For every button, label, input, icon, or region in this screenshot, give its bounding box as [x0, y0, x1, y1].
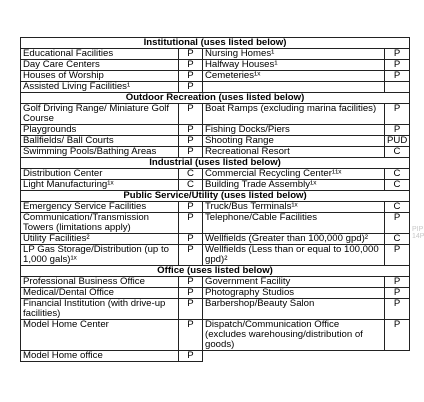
code-cell: P [385, 60, 410, 71]
use-name-cell: Boat Ramps (excluding marina facilities) [203, 104, 385, 125]
code-cell: P [179, 213, 203, 234]
watermark-text: PIP 14P [412, 226, 424, 240]
use-name-cell: Barbershop/Beauty Salon [203, 299, 385, 320]
table-row [21, 320, 410, 351]
code-cell: P [385, 288, 410, 299]
use-name-cell: Telephone/Cable Facilities [203, 213, 385, 234]
table-row [21, 277, 410, 288]
use-name-cell [203, 82, 385, 93]
code-cell: C [179, 180, 203, 191]
section-title: Outdoor Recreation (uses listed below) [21, 93, 410, 104]
section-header-row [21, 158, 410, 169]
use-name-cell: Shooting Range [203, 136, 385, 147]
section-header-row [21, 266, 410, 277]
use-name-cell: Assisted Living Facilities¹ [21, 82, 179, 93]
table-row [21, 136, 410, 147]
section-header-row [21, 191, 410, 202]
code-cell: PUD [385, 136, 410, 147]
use-name-cell: Nursing Homes¹ [203, 49, 385, 60]
code-cell: P [179, 136, 203, 147]
code-cell: C [385, 234, 410, 245]
table-row [21, 49, 410, 60]
code-cell: P [179, 288, 203, 299]
code-cell: P [385, 213, 410, 234]
table-row [21, 299, 410, 320]
code-cell: P [179, 104, 203, 125]
table-row [21, 234, 410, 245]
table-row [21, 351, 410, 362]
use-name-cell: Medical/Dental Office [21, 288, 179, 299]
code-cell: C [179, 169, 203, 180]
use-name-cell: Financial Institution (with drive-up facilities) [21, 299, 179, 320]
code-cell: P [179, 299, 203, 320]
table-row [21, 169, 410, 180]
code-cell: P [179, 147, 203, 158]
section-header-row [21, 38, 410, 49]
code-cell: P [179, 277, 203, 288]
section-title: Institutional (uses listed below) [21, 38, 410, 49]
table-row [21, 202, 410, 213]
code-cell: P [385, 299, 410, 320]
use-name-cell: Halfway Houses¹ [203, 60, 385, 71]
use-name-cell: Communication/Transmission Towers (limitations apply) [21, 213, 179, 234]
table-row [21, 125, 410, 136]
code-cell: P [385, 320, 410, 351]
use-name-cell: Houses of Worship [21, 71, 179, 82]
table-row [21, 60, 410, 71]
empty-cell [203, 351, 410, 362]
use-name-cell: Fishing Docks/Piers [203, 125, 385, 136]
code-cell: C [385, 202, 410, 213]
code-cell: P [385, 71, 410, 82]
code-cell: P [385, 104, 410, 125]
section-title: Office (uses listed below) [21, 266, 410, 277]
use-name-cell: LP Gas Storage/Distribution (up to 1,000 gals)¹ˣ [21, 245, 179, 266]
code-cell: P [179, 71, 203, 82]
use-name-cell: Wellfields (Less than or equal to 100,000 gpd)² [203, 245, 385, 266]
code-cell: P [179, 202, 203, 213]
code-cell [385, 82, 410, 93]
code-cell: P [385, 245, 410, 266]
code-cell: C [385, 147, 410, 158]
table-row [21, 104, 410, 125]
use-name-cell: Professional Business Office [21, 277, 179, 288]
use-name-cell: Ballfields/ Ball Courts [21, 136, 179, 147]
code-cell: P [179, 82, 203, 93]
table-row [21, 213, 410, 234]
table-row [21, 245, 410, 266]
use-name-cell: Swimming Pools/Bathing Areas [21, 147, 179, 158]
use-name-cell: Truck/Bus Terminals¹ˣ [203, 202, 385, 213]
code-cell: P [179, 60, 203, 71]
table-row [21, 180, 410, 191]
code-cell: P [385, 125, 410, 136]
use-name-cell: Playgrounds [21, 125, 179, 136]
code-cell: P [385, 277, 410, 288]
use-name-cell: Emergency Service Facilities [21, 202, 179, 213]
use-name-cell: Cemeteries¹ˣ [203, 71, 385, 82]
use-name-cell: Distribution Center [21, 169, 179, 180]
use-name-cell: Government Facility [203, 277, 385, 288]
use-name-cell: Utility Facilities² [21, 234, 179, 245]
use-name-cell: Golf Driving Range/ Miniature Golf Course [21, 104, 179, 125]
code-cell: P [179, 351, 203, 362]
table-row [21, 147, 410, 158]
use-name-cell: Model Home Center [21, 320, 179, 351]
code-cell: P [179, 49, 203, 60]
table-row [21, 82, 410, 93]
use-name-cell: Wellfields (Greater than 100,000 gpd)² [203, 234, 385, 245]
code-cell: C [385, 180, 410, 191]
code-cell: P [179, 125, 203, 136]
use-name-cell: Model Home office [21, 351, 179, 362]
use-name-cell: Educational Facilities [21, 49, 179, 60]
section-title: Industrial (uses listed below) [21, 158, 410, 169]
section-title: Public Service/Utility (uses listed below) [21, 191, 410, 202]
use-name-cell: Recreational Resort [203, 147, 385, 158]
permitted-uses-table [20, 37, 410, 362]
code-cell: P [179, 234, 203, 245]
code-cell: P [179, 320, 203, 351]
section-header-row [21, 93, 410, 104]
code-cell: P [179, 245, 203, 266]
use-name-cell: Commercial Recycling Center¹¹ˣ [203, 169, 385, 180]
use-name-cell: Day Care Centers [21, 60, 179, 71]
use-name-cell: Light Manufacturing¹ˣ [21, 180, 179, 191]
table-row [21, 71, 410, 82]
use-name-cell: Photography Studios [203, 288, 385, 299]
table-row [21, 288, 410, 299]
code-cell: P [385, 49, 410, 60]
use-name-cell: Dispatch/Communication Office (excludes warehousing/distribution of goods) [203, 320, 385, 351]
code-cell: C [385, 169, 410, 180]
use-name-cell: Building Trade Assembly¹ˣ [203, 180, 385, 191]
